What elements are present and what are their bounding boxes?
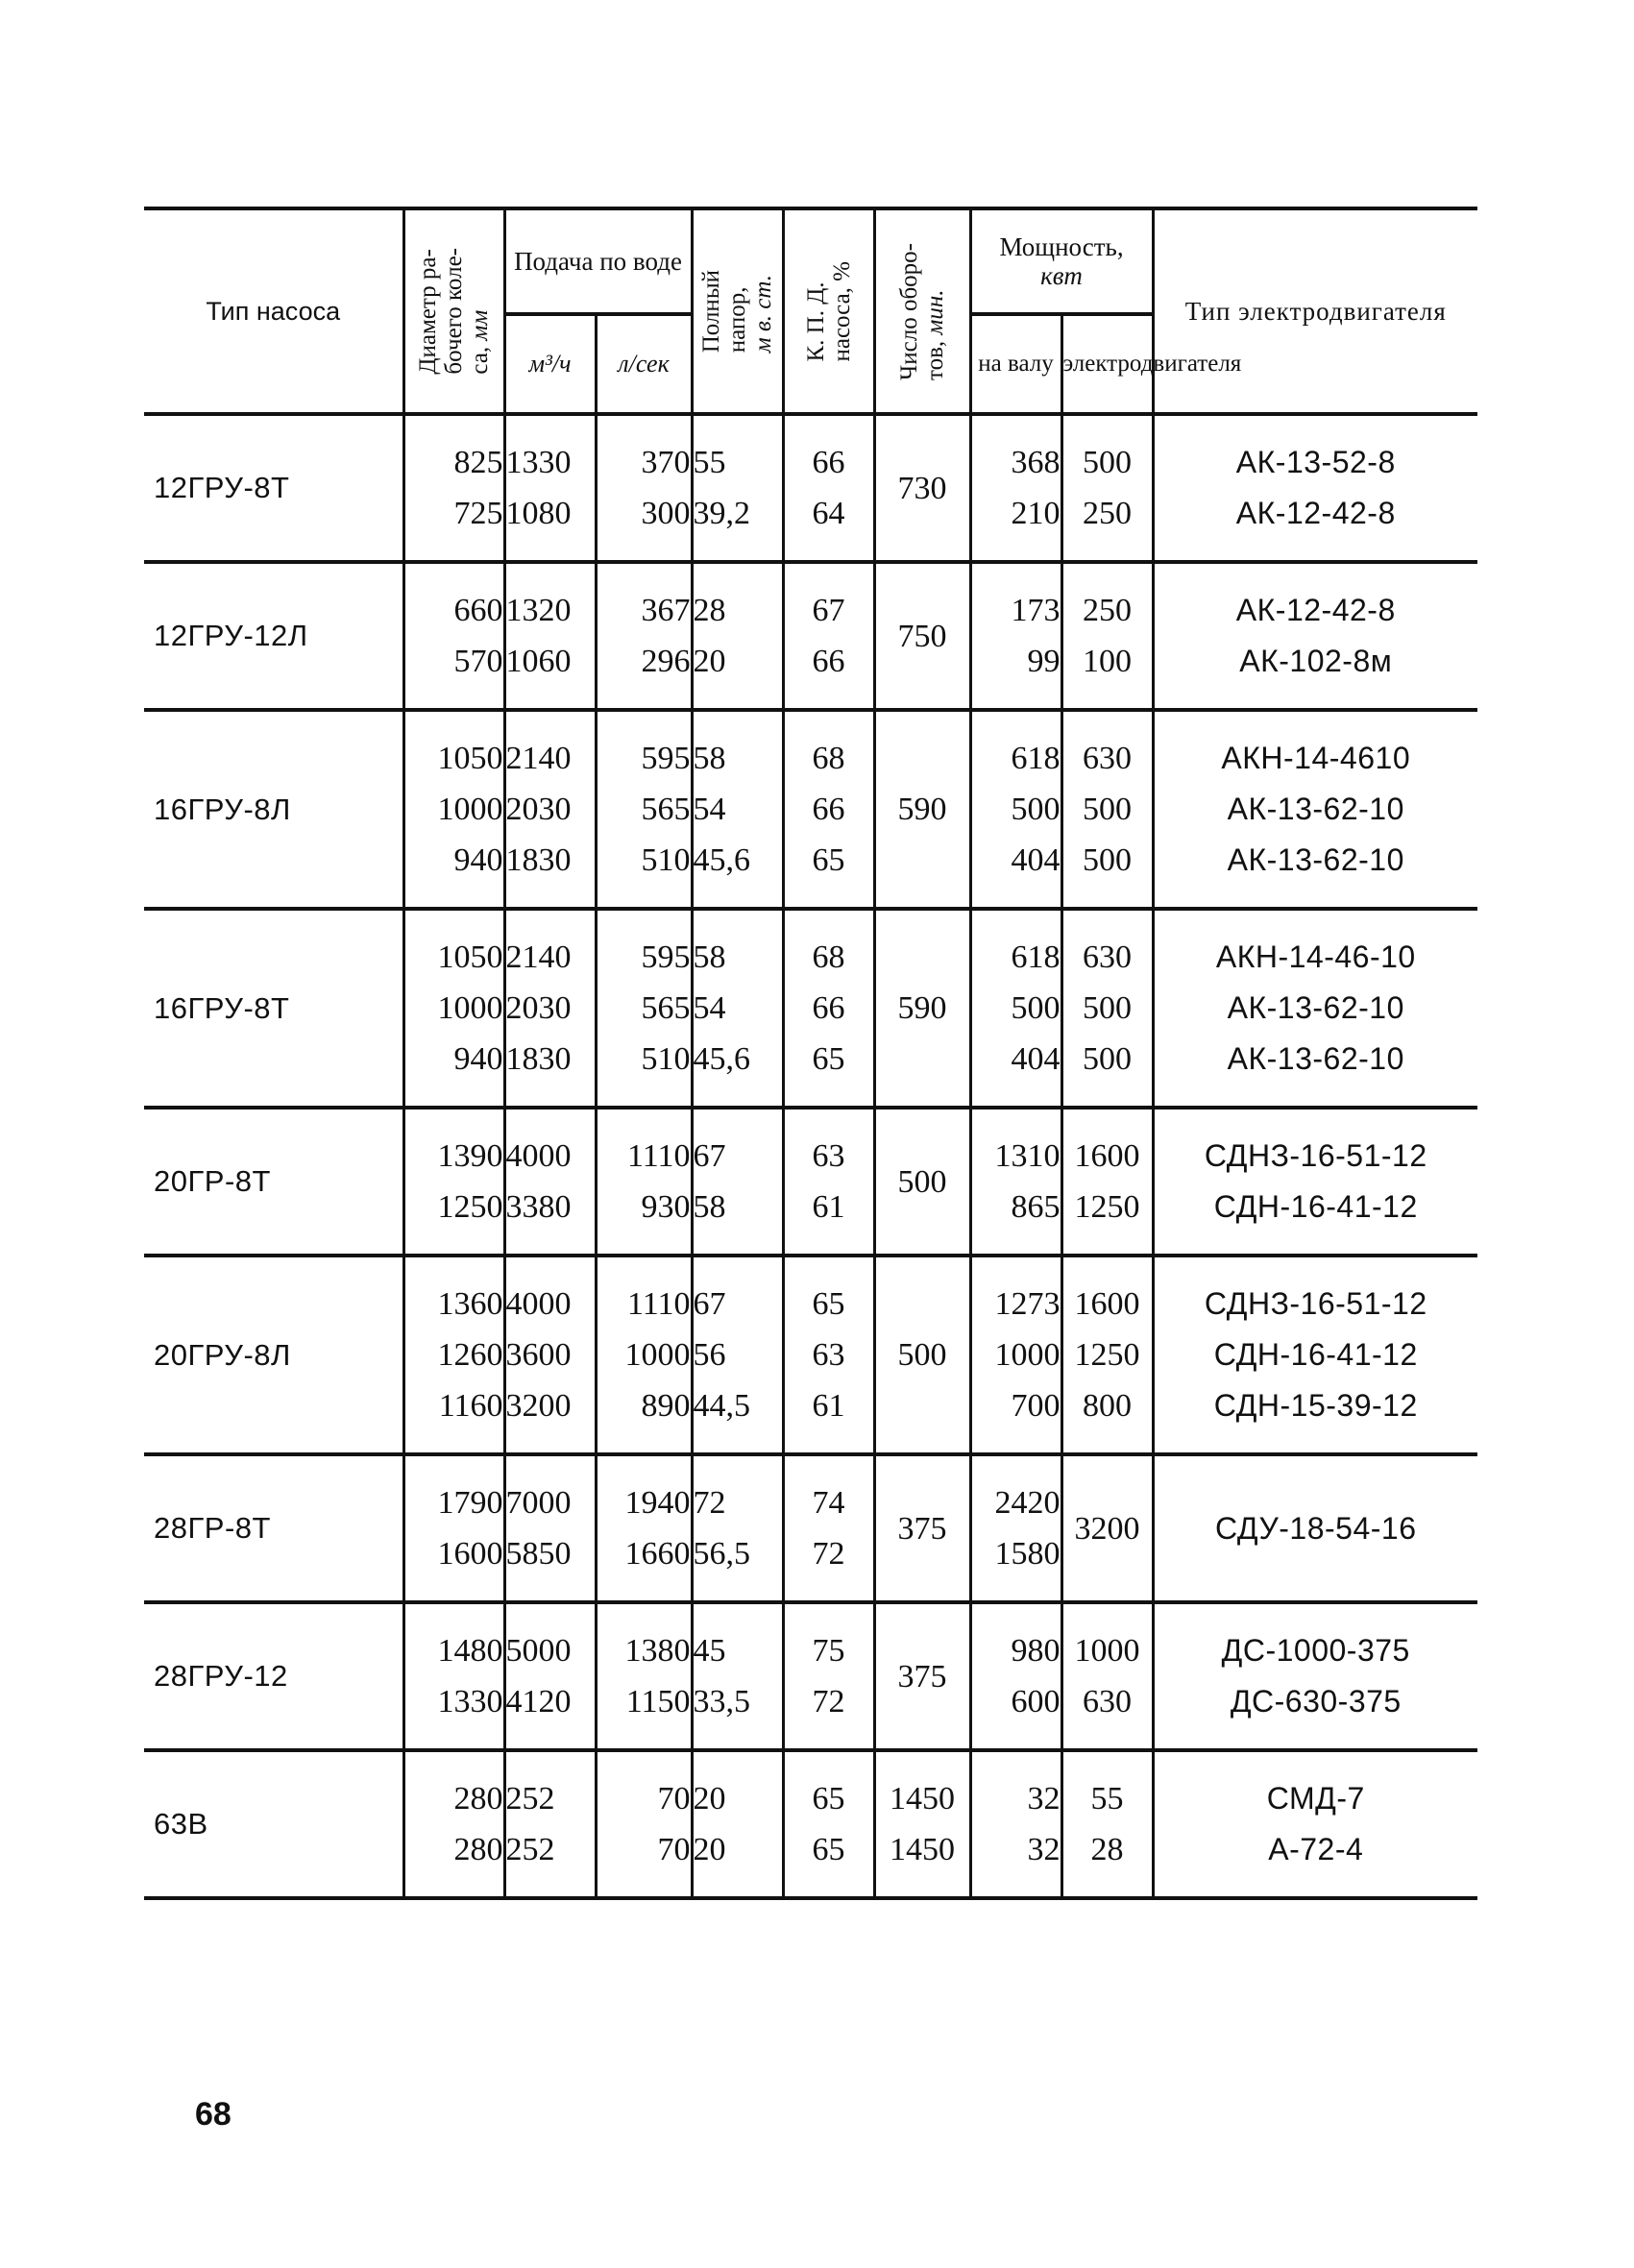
cell-value: 32 [1027,1832,1061,1867]
motor-type-cell [1153,1750,1477,1898]
cell-value: 570 [453,644,503,679]
flow-m3h-cell [504,1602,596,1750]
cell-value: 65 [812,1286,845,1322]
cell-value: ДС-1000-375 [1221,1633,1410,1668]
cell-value: 618 [1011,741,1061,776]
cell-value: 1390 [437,1138,503,1174]
cell-value: 500 [897,1163,947,1200]
cell-value: 630 [1083,1684,1133,1719]
head-cell [692,1602,783,1750]
cell-value: 68 [812,741,845,776]
flow-m3h-cell [504,1750,596,1898]
flow-ls-cell [596,1256,692,1454]
cell-value: 660 [453,593,503,628]
cell-value: 1250 [1074,1337,1140,1373]
cell-value: 250 [1083,593,1133,628]
cell-value: 750 [897,618,947,654]
cell-value: 370 [641,445,691,480]
cell-value: 72 [812,1536,845,1572]
cell-value: 68 [812,939,845,975]
cell-value: 20 [693,1781,726,1817]
pump-type-cell: 28ГРУ-12 [144,1602,403,1750]
flow-m3h-cell [504,909,596,1108]
power-motor-cell [1061,710,1153,909]
cell-value: 61 [812,1189,845,1225]
cell-value: 1450 [890,1781,956,1817]
cell-value: 20 [693,644,726,679]
cell-value: 367 [641,593,691,628]
power-shaft-cell [970,562,1061,710]
cell-value: 2030 [505,792,572,827]
table-row [144,562,1477,710]
cell-value: 500 [1011,990,1061,1026]
power-shaft-cell [970,1256,1061,1454]
power-shaft-cell [970,1750,1061,1898]
motor-type-cell [1153,1454,1477,1602]
flow-m3h-cell [504,1256,596,1454]
table-row [144,710,1477,909]
cell-value: 565 [641,792,691,827]
header-pump-type: Тип насоса [144,208,403,414]
cell-value: 1450 [890,1832,956,1867]
cell-value: 33,5 [693,1684,751,1719]
rpm-cell [874,1602,970,1750]
cell-value: 65 [812,842,845,878]
power-shaft-cell [970,710,1061,909]
cell-value: 44,5 [693,1388,751,1424]
power-motor-cell [1061,1454,1153,1602]
cell-value: 500 [1083,842,1133,878]
cell-value: 500 [1083,792,1133,827]
cell-value: 67 [693,1138,726,1174]
cell-value: 1600 [1074,1138,1140,1174]
table-body [144,414,1477,1898]
cell-value: 252 [505,1781,555,1817]
cell-value: 500 [897,1337,947,1373]
wheel-diameter-cell [403,1602,504,1750]
cell-value: 865 [1011,1189,1061,1225]
cell-value: 99 [1027,644,1061,679]
rpm-cell [874,562,970,710]
wheel-diameter-cell [403,1108,504,1256]
flow-m3h-cell [504,562,596,710]
cell-value: 63 [812,1138,845,1174]
header-power: Мощность, квт [970,208,1153,314]
efficiency-cell [783,1108,874,1256]
cell-value: АК-13-62-10 [1227,842,1404,877]
cell-value: 1600 [1074,1286,1140,1322]
cell-value: 173 [1011,593,1061,628]
power-shaft-cell [970,1108,1061,1256]
motor-type-cell [1153,562,1477,710]
header-flow-m3h: м³/ч [504,314,596,414]
cell-value: 940 [453,1041,503,1077]
header-full-head: Полный напор, м в. ст. [692,208,783,414]
cell-value: 1000 [1074,1633,1140,1669]
cell-value: 725 [453,496,503,531]
cell-value: 565 [641,990,691,1026]
rpm-cell [874,1256,970,1454]
wheel-diameter-cell [403,710,504,909]
cell-value: 368 [1011,445,1061,480]
cell-value: 4120 [505,1684,572,1719]
flow-m3h-cell [504,710,596,909]
cell-value: АКН-14-4610 [1221,741,1411,775]
cell-value: 1320 [505,593,572,628]
cell-value: А-72-4 [1268,1832,1364,1866]
cell-value: 28 [693,593,726,628]
cell-value: 250 [1083,496,1133,531]
cell-value: 1600 [437,1536,503,1572]
pump-type-cell: 16ГРУ-8Л [144,710,403,909]
cell-value: 280 [453,1832,503,1867]
flow-ls-cell [596,562,692,710]
cell-value: 1330 [437,1684,503,1719]
motor-type-cell [1153,909,1477,1108]
cell-value: АК-102-8м [1239,644,1393,678]
rpm-cell [874,1108,970,1256]
cell-value: 2420 [994,1485,1061,1521]
power-shaft-cell [970,1454,1061,1602]
cell-value: 1160 [438,1388,503,1424]
cell-value: 72 [812,1684,845,1719]
cell-value: 1000 [437,990,503,1026]
cell-value: АК-12-42-8 [1235,593,1396,627]
cell-value: 28 [1090,1832,1124,1867]
cell-value: 600 [1011,1684,1061,1719]
cell-value: 5000 [505,1633,572,1669]
motor-type-cell [1153,1256,1477,1454]
power-shaft-cell [970,1602,1061,1750]
cell-value: 1050 [437,741,503,776]
cell-value: 300 [641,496,691,531]
header-efficiency: К. П. Д. насоса, % [783,208,874,414]
cell-value: 70 [657,1832,691,1867]
header-motor-type: Тип электродвигателя [1153,208,1477,414]
cell-value: 67 [693,1286,726,1322]
pump-type-cell: 28ГР-8Т [144,1454,403,1602]
efficiency-cell [783,1256,874,1454]
cell-value: СДН-15-39-12 [1213,1388,1418,1423]
cell-value: 4000 [505,1286,572,1322]
head-cell [692,1454,783,1602]
cell-value: 1830 [505,1041,572,1077]
table-row [144,1256,1477,1454]
cell-value: 1000 [624,1337,691,1373]
rpm-cell [874,1750,970,1898]
header-flow-ls: л/сек [596,314,692,414]
cell-value: 940 [453,842,503,878]
cell-value: 590 [897,990,947,1026]
motor-type-cell [1153,1108,1477,1256]
cell-value: 280 [453,1781,503,1817]
cell-value: 66 [812,644,845,679]
cell-value: СМД-7 [1266,1781,1365,1816]
cell-value: 45,6 [693,1041,751,1077]
cell-value: 500 [1083,445,1133,480]
cell-value: 3200 [505,1388,572,1424]
flow-ls-cell [596,1750,692,1898]
cell-value: 55 [1090,1781,1124,1817]
efficiency-cell [783,1750,874,1898]
cell-value: 1310 [994,1138,1061,1174]
power-motor-cell [1061,1256,1153,1454]
flow-ls-cell [596,1454,692,1602]
cell-value: АК-13-62-10 [1227,792,1404,826]
cell-value: АК-12-42-8 [1235,496,1396,530]
cell-value: 45,6 [693,842,751,878]
wheel-diameter-cell [403,909,504,1108]
efficiency-cell [783,710,874,909]
cell-value: 2140 [505,939,572,975]
rpm-cell [874,1454,970,1602]
cell-value: 500 [1083,990,1133,1026]
cell-value: 510 [641,1041,691,1077]
cell-value: 500 [1011,792,1061,827]
cell-value: 1360 [437,1286,503,1322]
cell-value: 74 [812,1485,845,1521]
cell-value: 375 [897,1510,947,1547]
motor-type-cell [1153,414,1477,562]
cell-value: СДНЗ-16-51-12 [1204,1138,1427,1173]
cell-value: ДС-630-375 [1230,1684,1402,1719]
cell-value: СДН-16-41-12 [1213,1189,1418,1224]
cell-value: 66 [812,792,845,827]
cell-value: 595 [641,939,691,975]
cell-value: 630 [1083,741,1133,776]
cell-value: 100 [1083,644,1133,679]
cell-value: 210 [1011,496,1061,531]
cell-value: 825 [453,445,503,480]
flow-ls-cell [596,1108,692,1256]
efficiency-cell [783,909,874,1108]
cell-value: 930 [641,1189,691,1225]
cell-value: 2030 [505,990,572,1026]
cell-value: 730 [897,470,947,506]
cell-value: 72 [693,1485,726,1521]
cell-value: 1480 [437,1633,503,1669]
cell-value: 54 [693,792,726,827]
header-wheel-diameter: Диаметр ра- бочего коле- са, мм [403,208,504,414]
cell-value: АК-13-62-10 [1227,990,1404,1025]
cell-value: 980 [1011,1633,1061,1669]
table-row [144,1602,1477,1750]
cell-value: 56,5 [693,1536,751,1572]
cell-value: 58 [693,1189,726,1225]
cell-value: СДНЗ-16-51-12 [1204,1286,1427,1321]
flow-m3h-cell [504,1454,596,1602]
cell-value: 590 [897,792,947,827]
cell-value: 32 [1027,1781,1061,1817]
cell-value: 3200 [1074,1510,1140,1547]
cell-value: 1660 [624,1536,691,1572]
power-shaft-cell [970,909,1061,1108]
flow-ls-cell [596,909,692,1108]
cell-value: 67 [812,593,845,628]
table-row [144,909,1477,1108]
cell-value: 1380 [624,1633,691,1669]
head-cell [692,1108,783,1256]
power-motor-cell [1061,909,1153,1108]
motor-type-cell [1153,710,1477,909]
pump-specs-table [144,207,1477,1900]
head-cell [692,414,783,562]
cell-value: 375 [897,1658,947,1695]
cell-value: 1250 [1074,1189,1140,1225]
pump-type-cell: 12ГРУ-12Л [144,562,403,710]
cell-value: 404 [1011,1041,1061,1077]
cell-value: 1250 [437,1189,503,1225]
pump-type-cell: 12ГРУ-8Т [144,414,403,562]
table-row [144,1750,1477,1898]
power-motor-cell [1061,562,1153,710]
pump-type-cell: 16ГРУ-8Т [144,909,403,1108]
flow-ls-cell [596,414,692,562]
cell-value: 58 [693,741,726,776]
cell-value: 65 [812,1041,845,1077]
cell-value: 800 [1083,1388,1133,1424]
cell-value: 4000 [505,1138,572,1174]
cell-value: 618 [1011,939,1061,975]
cell-value: 65 [812,1832,845,1867]
cell-value: 1830 [505,842,572,878]
power-motor-cell [1061,414,1153,562]
efficiency-cell [783,1602,874,1750]
cell-value: 1000 [994,1337,1061,1373]
cell-value: 54 [693,990,726,1026]
cell-value: 296 [641,644,691,679]
flow-m3h-cell [504,414,596,562]
cell-value: СДУ-18-54-16 [1215,1510,1417,1546]
table-row [144,1108,1477,1256]
cell-value: 1060 [505,644,572,679]
cell-value: 3600 [505,1337,572,1373]
cell-value: 595 [641,741,691,776]
cell-value: 1260 [437,1337,503,1373]
cell-value: 64 [812,496,845,531]
cell-value: 7000 [505,1485,572,1521]
cell-value: 61 [812,1388,845,1424]
cell-value: 55 [693,445,726,480]
power-motor-cell [1061,1602,1153,1750]
cell-value: 66 [812,990,845,1026]
cell-value: 1000 [437,792,503,827]
cell-value: 1110 [627,1286,691,1322]
cell-value: 39,2 [693,496,751,531]
pump-type-cell: 20ГРУ-8Л [144,1256,403,1454]
page-number: 68 [195,2096,232,2133]
flow-ls-cell [596,1602,692,1750]
cell-value: 1330 [505,445,572,480]
cell-value: 56 [693,1337,726,1373]
header-power-motor: электродвигателя [1061,314,1153,414]
cell-value: 70 [657,1781,691,1817]
cell-value: 1790 [437,1485,503,1521]
cell-value: АКН-14-46-10 [1215,939,1416,974]
head-cell [692,562,783,710]
wheel-diameter-cell [403,414,504,562]
wheel-diameter-cell [403,1750,504,1898]
power-motor-cell [1061,1108,1153,1256]
pump-type-cell: 20ГР-8Т [144,1108,403,1256]
cell-value: 2140 [505,741,572,776]
power-shaft-cell [970,414,1061,562]
header-power-shaft: на валу [970,314,1061,414]
cell-value: 700 [1011,1388,1061,1424]
cell-value: АК-13-62-10 [1227,1041,1404,1076]
cell-value: 1940 [624,1485,691,1521]
cell-value: 63 [812,1337,845,1373]
cell-value: 3380 [505,1189,572,1225]
power-motor-cell [1061,1750,1153,1898]
head-cell [692,909,783,1108]
pump-type-cell: 63В [144,1750,403,1898]
wheel-diameter-cell [403,1256,504,1454]
table-row [144,414,1477,562]
head-cell [692,1750,783,1898]
cell-value: 1080 [505,496,572,531]
rpm-cell [874,414,970,562]
motor-type-cell [1153,1602,1477,1750]
cell-value: 404 [1011,842,1061,878]
cell-value: 1050 [437,939,503,975]
cell-value: 252 [505,1832,555,1867]
rpm-cell [874,909,970,1108]
flow-ls-cell [596,710,692,909]
cell-value: СДН-16-41-12 [1213,1337,1418,1372]
header-rpm: Число оборо- тов, мин. [874,208,970,414]
head-cell [692,710,783,909]
rpm-cell [874,710,970,909]
efficiency-cell [783,414,874,562]
cell-value: 75 [812,1633,845,1669]
cell-value: 510 [641,842,691,878]
cell-value: 630 [1083,939,1133,975]
cell-value: 1580 [994,1536,1061,1572]
cell-value: АК-13-52-8 [1235,445,1396,479]
head-cell [692,1256,783,1454]
wheel-diameter-cell [403,562,504,710]
cell-value: 65 [812,1781,845,1817]
cell-value: 1110 [627,1138,691,1174]
cell-value: 890 [641,1388,691,1424]
wheel-diameter-cell [403,1454,504,1602]
cell-value: 1273 [994,1286,1061,1322]
efficiency-cell [783,562,874,710]
cell-value: 45 [693,1633,726,1669]
cell-value: 20 [693,1832,726,1867]
cell-value: 5850 [505,1536,572,1572]
cell-value: 58 [693,939,726,975]
efficiency-cell [783,1454,874,1602]
flow-m3h-cell [504,1108,596,1256]
header-water-flow: Подача по воде [504,208,692,314]
cell-value: 500 [1083,1041,1133,1077]
cell-value: 1150 [625,1684,691,1719]
cell-value: 66 [812,445,845,480]
table-row [144,1454,1477,1602]
